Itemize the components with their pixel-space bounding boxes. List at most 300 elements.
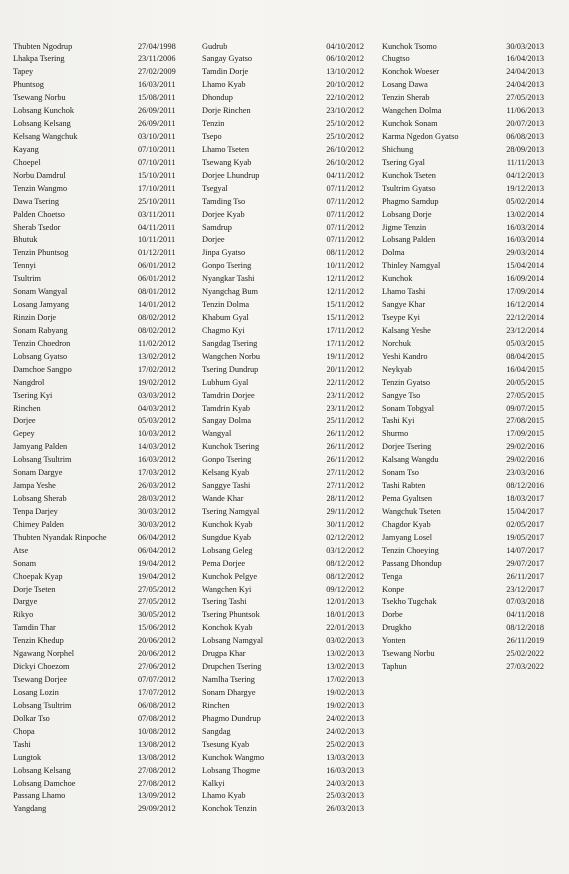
table-row — [0, 621, 569, 634]
person-name: Ngawang Norphel — [13, 649, 75, 659]
table-row — [0, 117, 569, 130]
event-date: 07/11/2012 — [326, 235, 364, 245]
event-date: 13/09/2012 — [138, 791, 176, 801]
event-date: 25/10/2012 — [326, 132, 364, 141]
person-name: Rinzin Dorje — [13, 313, 57, 323]
person-name: Dorjee — [13, 416, 36, 426]
event-date: 24/02/2013 — [326, 713, 364, 723]
event-date: 07/11/2012 — [326, 209, 364, 219]
person-name: Dorje Rinchen — [202, 106, 251, 116]
person-name: Lobsang Tsultrim — [13, 455, 72, 465]
event-date: 04/11/2012 — [326, 170, 364, 180]
table-row — [0, 634, 569, 647]
event-date: 02/05/2017 — [506, 519, 544, 529]
person-name: Kalsang Wangdu — [382, 455, 439, 465]
event-date: 12/01/2013 — [326, 597, 364, 607]
event-date: 27/08/2015 — [506, 416, 544, 426]
person-name: Rinchen — [202, 700, 230, 710]
event-date: 26/11/2019 — [506, 636, 544, 646]
person-name: Lobsang Sherab — [13, 494, 67, 504]
table-row — [0, 246, 569, 259]
event-date: 19/05/2017 — [506, 532, 544, 542]
event-date: 28/03/2012 — [138, 494, 176, 504]
event-date: 03/02/2013 — [326, 636, 364, 646]
event-date: 29/02/2016 — [506, 442, 544, 452]
event-date: 30/03/2012 — [138, 519, 176, 529]
event-date: 07/11/2012 — [326, 183, 364, 193]
person-name: Tapey — [13, 67, 34, 77]
person-name: Kayang — [13, 144, 39, 154]
person-name: Dorbe — [382, 610, 403, 620]
event-date: 08/01/2012 — [138, 287, 176, 297]
event-date: 27/03/2022 — [506, 662, 544, 672]
event-date: 13/02/2013 — [326, 649, 364, 659]
event-date: 29/02/2016 — [506, 455, 544, 465]
event-date: 17/09/2014 — [506, 287, 544, 297]
person-name: Norchuk — [382, 338, 412, 348]
person-name: Wangchen Norbu — [202, 351, 261, 361]
event-date: 27/11/2012 — [326, 468, 364, 478]
event-date: 22/01/2013 — [326, 623, 364, 633]
table-row — [0, 324, 569, 337]
event-date: 16/03/2014 — [506, 235, 544, 245]
event-date: 29/09/2012 — [138, 804, 176, 814]
person-name: Lhakpa Tsering — [13, 54, 65, 64]
event-date: 10/11/2012 — [326, 261, 364, 271]
person-name: Damchoe Sangpo — [13, 364, 72, 374]
person-name: Sangay Gyatso — [202, 54, 253, 64]
event-date: 26/11/2012 — [326, 455, 364, 465]
table-row — [0, 440, 569, 453]
event-date: 20/06/2012 — [138, 636, 176, 646]
event-date: 23/11/2006 — [138, 54, 176, 64]
event-date: 30/03/2012 — [138, 506, 176, 516]
event-date: 17/02/2013 — [326, 675, 364, 685]
event-date: 19/12/2013 — [506, 183, 544, 193]
event-date: 17/07/2012 — [138, 688, 176, 697]
event-date: 26/11/2012 — [326, 442, 364, 452]
table-row — [0, 751, 569, 764]
event-date: 08/12/2016 — [506, 481, 544, 491]
person-name: Tenpa Darjey — [13, 506, 58, 516]
person-name: Passang Dhondup — [382, 558, 442, 568]
person-name: Gonpo Tsering — [202, 455, 252, 465]
event-date: 04/11/2011 — [138, 222, 176, 232]
event-date: 14/07/2017 — [506, 545, 544, 555]
person-name: Konchok Woeser — [382, 67, 440, 77]
event-date: 03/11/2011 — [138, 209, 176, 219]
person-name: Sonam Dargye — [13, 468, 63, 478]
person-name: Tashi Kyi — [382, 416, 415, 426]
person-name: Tsesung Kyab — [202, 739, 250, 749]
event-date: 08/02/2012 — [138, 325, 176, 335]
table-row — [0, 376, 569, 389]
person-name: Tsering Dundrup — [202, 364, 259, 374]
event-date: 27/05/2012 — [138, 597, 176, 607]
person-name: Choepel — [13, 157, 41, 167]
person-name: Tamdin Dorje — [202, 67, 249, 77]
person-name: Chopa — [13, 726, 35, 736]
person-name: Kunchok Pelgye — [202, 571, 258, 581]
person-name: Samdrup — [202, 222, 232, 232]
event-date: 22/12/2014 — [506, 313, 544, 323]
event-date: 06/01/2012 — [138, 274, 176, 284]
event-date: 15/11/2012 — [326, 313, 364, 323]
person-name: Sonam Wangyal — [13, 287, 68, 297]
event-date: 29/07/2017 — [506, 558, 544, 568]
person-name: Tashi Rabten — [382, 481, 426, 491]
person-name: Kalsang Yeshe — [382, 325, 431, 335]
person-name: Shurmo — [382, 429, 409, 439]
person-name: Pema Gyaltsen — [382, 494, 433, 504]
event-date: 29/03/2014 — [506, 248, 544, 258]
event-date: 11/02/2012 — [138, 338, 176, 348]
person-name: Tsekho Tugchak — [382, 597, 437, 607]
event-date: 04/03/2012 — [138, 403, 176, 413]
person-name: Tenzin Phuntsog — [13, 248, 69, 258]
person-name: Tsewang Norbu — [13, 93, 66, 103]
event-date: 26/11/2017 — [506, 571, 544, 581]
event-date: 25/02/2022 — [506, 649, 544, 659]
person-name: Lobsang Palden — [382, 235, 436, 245]
event-date: 23/12/2017 — [506, 584, 544, 594]
event-date: 16/03/2011 — [138, 80, 176, 90]
event-date: 23/12/2014 — [506, 325, 544, 335]
person-name: Tenzin Wangmo — [13, 183, 68, 193]
event-date: 13/02/2012 — [138, 351, 176, 361]
table-row — [0, 544, 569, 557]
person-name: Sonam Dhargye — [202, 688, 256, 697]
table-row — [0, 764, 569, 777]
person-name: Wangchuk Tseten — [382, 506, 441, 516]
person-name: Sonam Rabyang — [13, 325, 68, 335]
person-name: Yangdang — [13, 804, 47, 814]
table-row — [0, 311, 569, 324]
person-name: Lobsang Kelsang — [13, 765, 71, 775]
event-date: 25/11/2012 — [326, 416, 364, 426]
event-date: 15/04/2017 — [506, 506, 544, 516]
event-date: 07/11/2012 — [326, 196, 364, 206]
person-name: Phagmo Samdup — [382, 196, 439, 206]
event-date: 08/12/2012 — [326, 558, 364, 568]
person-name: Tenzin Dolma — [202, 300, 250, 310]
person-name: Atse — [13, 545, 29, 555]
person-name: Drugkho — [382, 623, 412, 633]
table-row — [0, 777, 569, 790]
person-name: Sangye Tso — [382, 390, 421, 400]
table-row — [0, 453, 569, 466]
person-name: Rikyo — [13, 610, 34, 620]
event-date: 29/11/2012 — [326, 506, 364, 516]
event-date: 30/05/2012 — [138, 610, 176, 620]
table-row — [0, 259, 569, 272]
person-name: Kelsang Wangchuk — [13, 132, 78, 141]
table-row — [0, 169, 569, 182]
person-name: Kunchok Kyab — [202, 519, 253, 529]
person-name: Tsultrim — [13, 274, 41, 284]
person-name: Kelsang Kyab — [202, 468, 250, 478]
person-name: Konchok Tenzin — [202, 804, 257, 814]
table-row — [0, 725, 569, 738]
person-name: Tsering Tashi — [202, 597, 247, 607]
person-name: Lobsang Gyatso — [13, 351, 68, 361]
person-name: Gudrub — [202, 41, 228, 51]
event-date: 04/11/2018 — [506, 610, 544, 620]
person-name: Jinpa Gyatso — [202, 248, 246, 258]
event-date: 08/12/2012 — [326, 571, 364, 581]
person-name: Dorjee Kyab — [202, 209, 245, 219]
person-name: Taphun — [382, 662, 407, 672]
event-date: 16/12/2014 — [506, 300, 544, 310]
table-row — [0, 712, 569, 725]
event-date: 24/04/2013 — [506, 67, 544, 77]
person-name: Tenzin Gyatso — [382, 377, 431, 387]
event-date: 26/09/2011 — [138, 106, 176, 116]
person-name: Dorjee Tsering — [382, 442, 432, 452]
person-name: Sangye Khar — [382, 300, 426, 310]
event-date: 19/02/2013 — [326, 700, 364, 710]
table-row — [0, 143, 569, 156]
person-name: Drugpa Khar — [202, 649, 246, 659]
event-date: 27/02/2009 — [138, 67, 176, 77]
person-name: Neykyab — [382, 364, 412, 374]
event-date: 06/08/2013 — [506, 132, 544, 141]
person-name: Sangay Dolma — [202, 416, 252, 426]
person-name: Sungdue Kyab — [202, 532, 252, 542]
event-date: 25/10/2011 — [138, 196, 176, 206]
table-row — [0, 402, 569, 415]
event-date: 20/10/2012 — [326, 80, 364, 90]
event-date: 14/03/2012 — [138, 442, 176, 452]
person-name: Chagdor Kyab — [382, 519, 431, 529]
person-name: Dorje Tseten — [13, 584, 56, 594]
table-row — [0, 221, 569, 234]
person-name: Sanggye Tashi — [202, 481, 251, 491]
event-date: 23/11/2012 — [326, 403, 364, 413]
event-date: 19/02/2012 — [138, 377, 176, 387]
table-row — [0, 156, 569, 169]
event-date: 26/03/2013 — [326, 804, 364, 814]
table-row — [0, 531, 569, 544]
person-name: Tenzin Choedron — [13, 338, 71, 348]
person-name: Kunchok — [382, 274, 413, 284]
event-date: 08/11/2012 — [326, 248, 364, 258]
event-date: 04/10/2012 — [326, 41, 364, 51]
person-name: Nangdrol — [13, 377, 45, 387]
table-row — [0, 466, 569, 479]
event-date: 26/09/2011 — [138, 119, 176, 129]
event-date: 15/11/2012 — [326, 300, 364, 310]
person-name: Passang Lhamo — [13, 791, 66, 801]
event-date: 16/04/2013 — [506, 54, 544, 64]
person-name: Namlha Tsering — [202, 675, 255, 685]
person-name: Kunchok Sonam — [382, 119, 438, 129]
person-name: Dolkar Tso — [13, 713, 50, 723]
table-row — [0, 608, 569, 621]
person-name: Palden Choetso — [13, 209, 65, 219]
event-date: 05/03/2015 — [506, 338, 544, 348]
person-name: Tsering Phuntsok — [202, 610, 260, 620]
event-date: 26/11/2012 — [326, 429, 364, 439]
person-name: Lhamo Kyab — [202, 80, 246, 90]
person-name: Tenzin Choeying — [382, 545, 439, 555]
event-date: 19/04/2012 — [138, 558, 176, 568]
event-date: 17/11/2012 — [326, 325, 364, 335]
person-name: Lhamo Tseten — [202, 144, 249, 154]
person-name: Kunchok Tsering — [202, 442, 260, 452]
event-date: 03/12/2012 — [326, 545, 364, 555]
event-date: 07/10/2011 — [138, 144, 176, 154]
table-row — [0, 285, 569, 298]
event-date: 15/06/2012 — [138, 623, 176, 633]
event-date: 24/04/2013 — [506, 80, 544, 90]
table-row — [0, 699, 569, 712]
event-date: 19/02/2013 — [326, 688, 364, 697]
person-name: Nyangchag Bum — [202, 287, 258, 297]
event-date: 09/12/2012 — [326, 584, 364, 594]
event-date: 26/03/2012 — [138, 481, 176, 491]
event-date: 22/11/2012 — [326, 377, 364, 387]
person-name: Jampa Yeshe — [13, 481, 56, 491]
person-name: Gepey — [13, 429, 35, 439]
person-name: Konchok Kyab — [202, 623, 253, 633]
event-date: 11/06/2013 — [506, 106, 544, 116]
person-name: Dorjee Lhundrup — [202, 170, 260, 180]
event-date: 30/03/2013 — [506, 41, 544, 51]
table-row — [0, 414, 569, 427]
person-name: Tsering Kyi — [13, 390, 53, 400]
event-date: 05/03/2012 — [138, 416, 176, 426]
person-name: Nyangkar Tashi — [202, 274, 255, 284]
person-name: Phuntsog — [13, 80, 44, 90]
table-row — [0, 595, 569, 608]
person-name: Tsepo — [202, 132, 222, 141]
table-row — [0, 505, 569, 518]
event-date: 20/05/2015 — [506, 377, 544, 387]
event-date: 16/03/2012 — [138, 455, 176, 465]
event-date: 06/04/2012 — [138, 545, 176, 555]
person-name: Dorjee — [202, 235, 225, 245]
person-name: Rinchen — [13, 403, 41, 413]
person-name: Thubten Nyandak Rinpoche — [13, 532, 107, 542]
table-row — [0, 518, 569, 531]
event-date: 24/02/2013 — [326, 726, 364, 736]
event-date: 13/08/2012 — [138, 739, 176, 749]
table-row — [0, 738, 569, 751]
person-name: Lobsang Tsultrim — [13, 700, 72, 710]
table-row — [0, 91, 569, 104]
table-row — [0, 427, 569, 440]
person-name: Kunchok Wangmo — [202, 752, 265, 762]
event-date: 28/11/2012 — [326, 494, 364, 504]
event-date: 17/11/2012 — [326, 338, 364, 348]
event-date: 06/01/2012 — [138, 261, 176, 271]
event-date: 18/01/2013 — [326, 610, 364, 620]
person-name: Sherab Tsedor — [13, 222, 61, 232]
person-name: Tamdin Thar — [13, 623, 56, 633]
table-row — [0, 40, 569, 53]
event-date: 16/03/2013 — [326, 765, 364, 775]
event-date: 15/08/2011 — [138, 93, 176, 103]
person-name: Wande Khar — [202, 494, 244, 504]
event-date: 07/11/2012 — [326, 222, 364, 232]
table-row — [0, 492, 569, 505]
person-name: Tenzin Sherab — [382, 93, 430, 103]
person-name: Wangchen Kyi — [202, 584, 252, 594]
event-date: 19/04/2012 — [138, 571, 176, 581]
person-name: Tsering Gyal — [382, 157, 425, 167]
event-date: 17/10/2011 — [138, 183, 176, 193]
table-row — [0, 272, 569, 285]
person-name: Jamyang Palden — [13, 442, 68, 452]
event-date: 22/10/2012 — [326, 93, 364, 103]
event-date: 15/10/2011 — [138, 170, 176, 180]
person-name: Tennyi — [13, 261, 36, 271]
event-date: 08/04/2015 — [506, 351, 544, 361]
person-name: Pema Dorjee — [202, 558, 246, 568]
person-name: Yeshi Kandro — [382, 351, 428, 361]
table-row — [0, 479, 569, 492]
event-date: 13/10/2012 — [326, 67, 364, 77]
event-date: 19/11/2012 — [326, 351, 364, 361]
person-name: Tsewang Kyab — [202, 157, 252, 167]
event-date: 13/02/2014 — [506, 209, 544, 219]
table-row — [0, 298, 569, 311]
person-name: Tsegyal — [202, 183, 228, 193]
person-name: Sonam Tobgyal — [382, 403, 435, 413]
table-row — [0, 233, 569, 246]
person-name: Sangdag — [202, 726, 231, 736]
table-row — [0, 673, 569, 686]
person-name: Karma Ngedon Gyatso — [382, 132, 459, 141]
person-name: Jamyang Losel — [382, 532, 433, 542]
person-name: Lobsang Namgyal — [202, 636, 264, 646]
event-date: 02/12/2012 — [326, 532, 364, 542]
event-date: 17/02/2012 — [138, 364, 176, 374]
event-date: 27/08/2012 — [138, 765, 176, 775]
event-date: 01/12/2011 — [138, 248, 176, 258]
event-date: 11/11/2013 — [506, 157, 544, 167]
table-row — [0, 363, 569, 376]
event-date: 27/05/2015 — [506, 390, 544, 400]
table-row — [0, 78, 569, 91]
person-name: Losang Jamyang — [13, 300, 69, 310]
event-date: 28/09/2013 — [506, 144, 544, 154]
table-row — [0, 65, 569, 78]
person-name: Kunchok Tseten — [382, 170, 436, 180]
event-date: 25/03/2013 — [326, 791, 364, 801]
person-name: Lubhum Gyal — [202, 377, 249, 387]
person-name: Losang Dawa — [382, 80, 428, 90]
person-name: Lobsang Thogme — [202, 765, 261, 775]
person-name: Wangchen Dolma — [382, 106, 442, 116]
event-date: 25/02/2013 — [326, 739, 364, 749]
person-name: Tamdrin Kyab — [202, 403, 251, 413]
person-name: Dawa Tsering — [13, 196, 60, 206]
event-date: 17/09/2015 — [506, 429, 544, 439]
event-date: 13/03/2013 — [326, 752, 364, 762]
event-date: 07/10/2011 — [138, 157, 176, 167]
person-name: Bhutuk — [13, 235, 38, 245]
event-date: 16/04/2015 — [506, 364, 544, 374]
event-date: 04/12/2013 — [506, 170, 544, 180]
table-row — [0, 195, 569, 208]
person-name: Chugtso — [382, 54, 410, 64]
table-row — [0, 570, 569, 583]
event-date: 27/05/2012 — [138, 584, 176, 594]
person-name: Tenzin — [202, 119, 225, 129]
event-date: 23/10/2012 — [326, 106, 364, 116]
